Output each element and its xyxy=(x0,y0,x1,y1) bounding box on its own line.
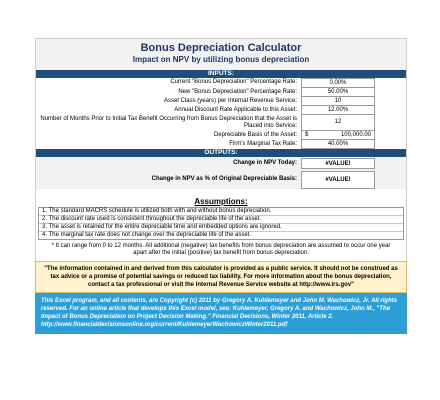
input-label: Number of Months Prior to Initial Tax Benefit Occurring from Bonus Depreciation that the Asset is Placed into Service: xyxy=(40,116,297,129)
copyright-notice: This Excel program, and all contents, are Copyright (c) 2011 by Gregory A. Kuhlemeyer and John M. Wachowicz, Jr. All rights reserved. For an online article that develops this Excel model, see: Kuhlemeyer, Gregory A. and Wachowicz, John M., "The Impact of Bonus Depreciation on Project Decision Making." Financial Decisions, Winter 2011, Article 2. http://www.financialdecisionsonline.org/current/KuhlemeyerWachowiczWinter2011.pdf xyxy=(35,293,407,334)
input-row-months xyxy=(35,115,407,131)
assumptions-title: Assumptions: xyxy=(35,197,407,207)
disclaimer-box: "The information contained in and derived from this calculator is provided as a public service. It should not be construed as tax advice or a promise of potential savings or reduced tax liability. For more information about the bonus depreciation, contact a tax professional or visit the Internal Revenue Service website at http://www.irs.gov" xyxy=(35,261,407,293)
calculator-sheet xyxy=(35,38,407,334)
input-row-discount-rate xyxy=(35,106,407,115)
input-row-tax-rate xyxy=(35,140,407,149)
input-label: Depreciable Basis of the Asset: xyxy=(213,132,297,138)
input-label: Annual Discount Rate Applicable to this Asset: xyxy=(174,107,297,113)
input-label: New "Bonus Depreciation" Percentage Rate: xyxy=(178,89,297,95)
basis-amount: 100,000.00 xyxy=(340,132,371,138)
assumption-item: 1. The standard MACRS schedule is utilized both with and without bonus depreciation. xyxy=(39,208,403,216)
input-value-current-rate[interactable]: 0.00% xyxy=(301,78,375,88)
currency-symbol: $ xyxy=(305,132,309,138)
assumptions-list xyxy=(38,207,404,240)
output-value-npv-percent: #VALUE! xyxy=(301,171,375,189)
input-row-basis xyxy=(35,131,407,140)
output-value-npv-today: #VALUE! xyxy=(301,158,375,169)
page-subtitle: Impact on NPV by utilizing bonus depreciation xyxy=(132,55,310,64)
assumption-item: 2. The discount rate used is consistent throughout the depreciable life of the asset. xyxy=(39,216,403,224)
input-row-asset-class xyxy=(35,97,407,106)
input-label: Current "Bonus Depreciation" Percentage Rate: xyxy=(170,79,297,85)
assumption-item: 3. The asset is retained for the entire depreciable time and embedded options are ignored. xyxy=(39,224,403,232)
outputs-header: OUTPUTS: xyxy=(35,149,407,157)
input-value-tax-rate[interactable]: 40.00% xyxy=(301,140,375,149)
assumptions-footnote: * It can range from 0 to 12 months. All additional (negative) tax benefits from bonus depreciation are assumed to occur one year apart after the initial (positive) tax benefit from bonus depreciation. xyxy=(35,241,407,261)
title-block xyxy=(35,38,407,70)
input-label: Asset Class (years) per Internal Revenue Service: xyxy=(163,98,297,104)
input-value-discount-rate[interactable]: 12.00% xyxy=(301,106,375,115)
assumption-item: 4. The marginal tax rate does not change over the depreciable life of the asset. xyxy=(42,232,252,238)
input-row-current-rate xyxy=(35,78,407,88)
input-value-basis[interactable] xyxy=(301,131,375,140)
input-value-asset-class[interactable]: 10 xyxy=(301,97,375,106)
page-title: Bonus Depreciation Calculator xyxy=(140,42,302,54)
output-label: Change in NPV Today: xyxy=(233,160,297,166)
output-row-npv-today xyxy=(35,157,407,169)
input-value-months[interactable]: 12 xyxy=(301,115,375,131)
output-label: Change in NPV as % of Original Depreciable Basis: xyxy=(151,176,297,182)
input-label: Firm's Marginal Tax Rate: xyxy=(229,141,297,147)
inputs-header: INPUTS: xyxy=(35,70,407,78)
input-value-new-rate[interactable]: 50.00% xyxy=(301,88,375,97)
output-row-npv-percent xyxy=(35,169,407,189)
input-row-new-rate xyxy=(35,88,407,97)
